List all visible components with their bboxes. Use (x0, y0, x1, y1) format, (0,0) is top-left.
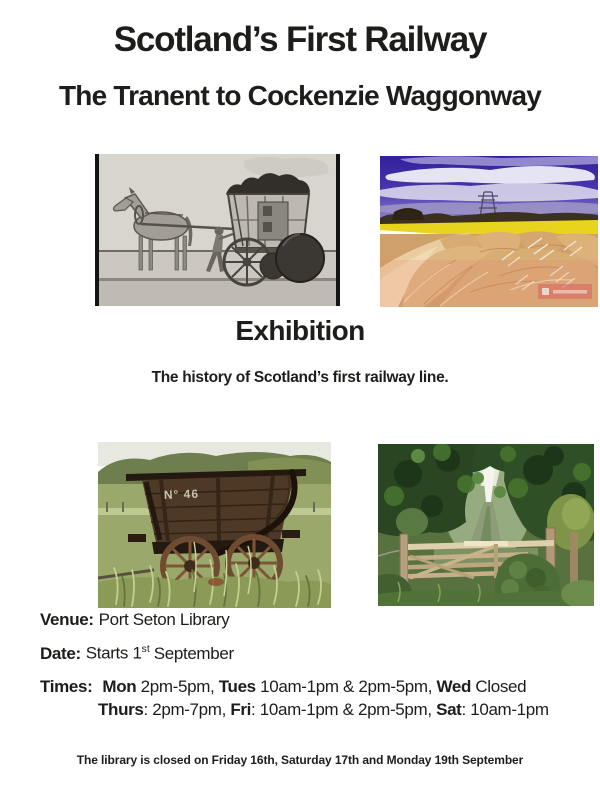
waggonway-path-graphic (378, 444, 594, 606)
wagon-number: N° 46 (163, 486, 200, 502)
times-line-2 (98, 700, 549, 720)
times-day: Tues (218, 677, 256, 696)
poster-title: Scotland’s First Railway (113, 20, 487, 59)
venue-line (40, 610, 229, 630)
closure-note: The library is closed on Friday 16th, Saturday 17th and Monday 19th September (76, 753, 524, 767)
waggon-photo (98, 442, 331, 608)
times-label: Times: (40, 677, 93, 696)
watermark (538, 284, 592, 299)
times-day: Fri (230, 700, 252, 719)
poster-subtitle: The Tranent to Cockenzie Waggonway (58, 80, 542, 111)
solid-wheel (276, 234, 324, 282)
date-ordinal: st (141, 643, 150, 655)
date-month: September (153, 643, 234, 663)
times-hours: 2pm-5pm, (136, 677, 219, 696)
section-subheading: The history of Scotland’s first railway line. (151, 369, 449, 386)
times-day: Thurs (98, 700, 144, 719)
date-line (40, 643, 234, 664)
horse-waggon-engraving-graphic (95, 154, 340, 306)
times-line-1 (40, 677, 526, 697)
field-painting-graphic (380, 156, 598, 307)
times-hours: 10am-1pm & 2pm-5pm, (255, 677, 437, 696)
times-hours: : 2pm-7pm, (143, 700, 231, 719)
venue-label: Venue: (40, 610, 94, 629)
times-day: Mon (102, 677, 137, 696)
times-day: Wed (436, 677, 471, 696)
venue-value: Port Seton Library (98, 610, 230, 629)
path-photo (378, 444, 594, 606)
times-hours: : 10am-1pm (461, 700, 549, 719)
chaldron-waggon-graphic (98, 442, 331, 608)
engraving-image (95, 154, 340, 306)
painting-image (380, 156, 598, 307)
section-heading: Exhibition (235, 315, 365, 346)
times-day: Sat (436, 700, 462, 719)
cloud (244, 157, 328, 177)
times-hours: Closed (471, 677, 527, 696)
times-hours: : 10am-1pm & 2pm-5pm, (251, 700, 437, 719)
date-label: Date: (40, 643, 81, 663)
date-value: Starts 1 (85, 643, 142, 663)
